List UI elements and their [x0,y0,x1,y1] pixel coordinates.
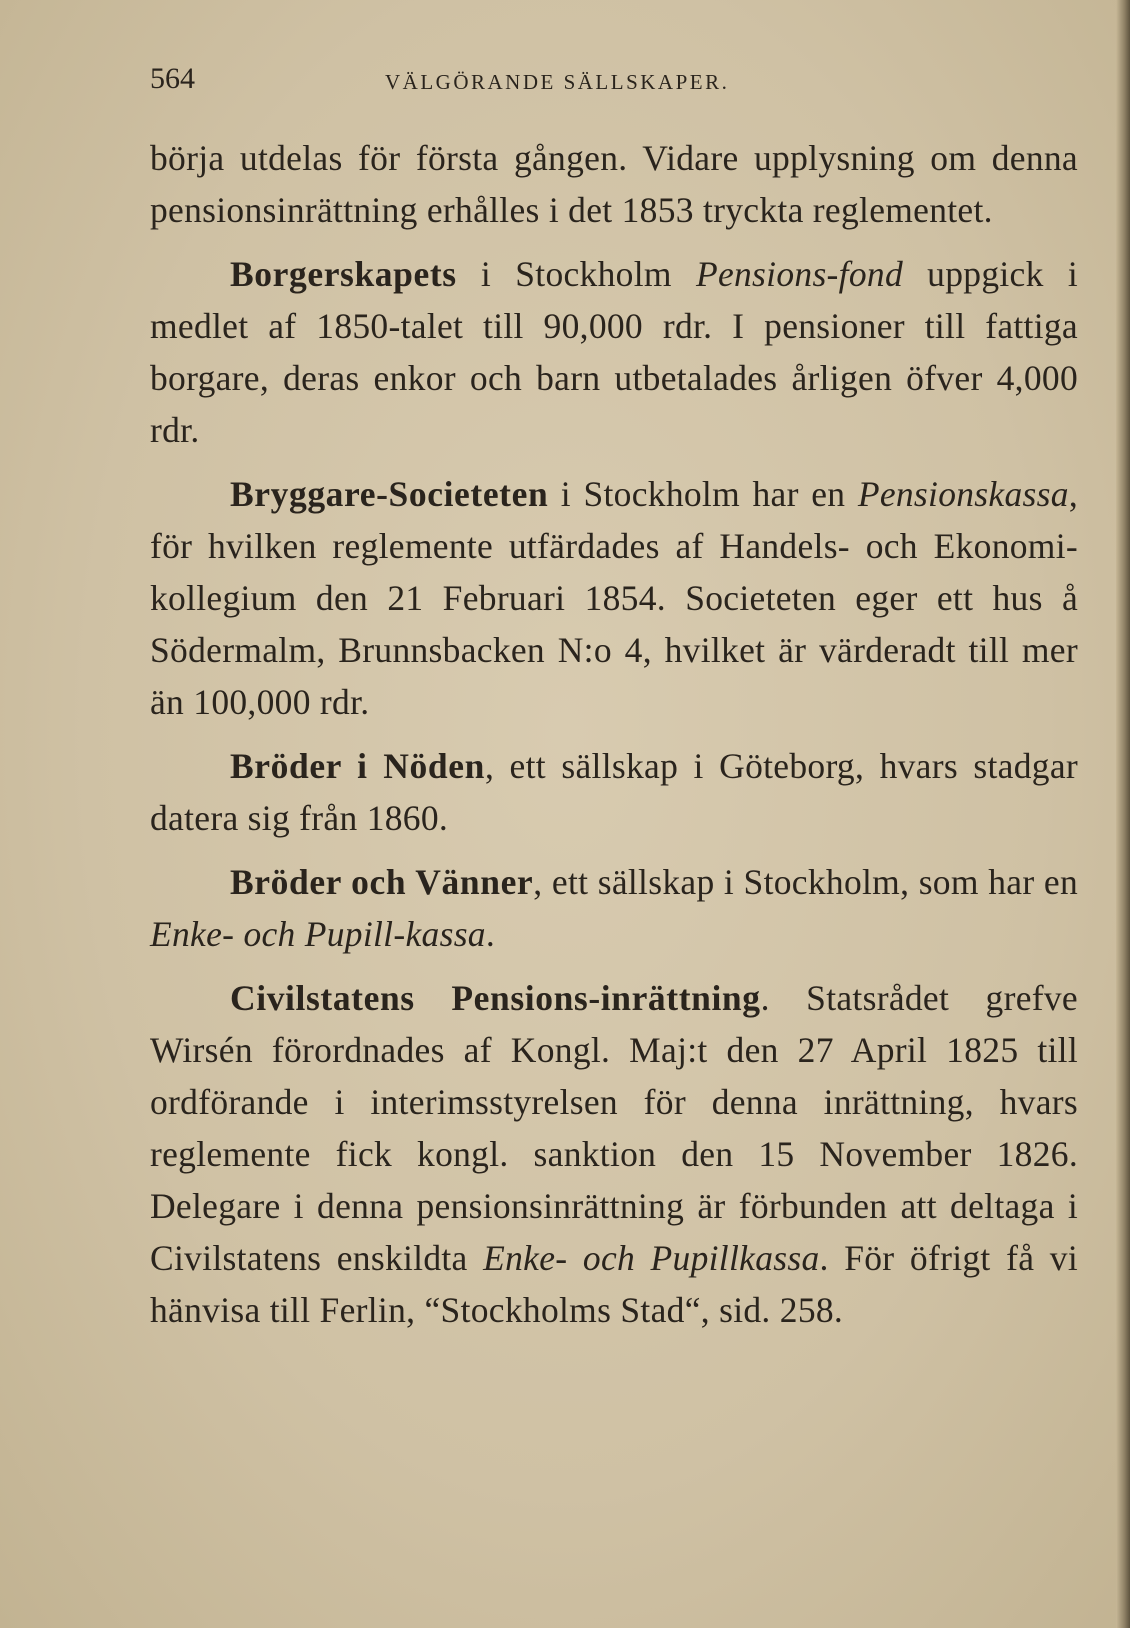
paragraph-text: , ett sällskap i Stockholm, som har en [533,862,1078,902]
italic-term: Pensionskassa [857,474,1069,514]
italic-term: Enke- och Pupill-kassa [150,914,486,954]
paragraph-broder-i-noden [150,740,1078,844]
paragraph-text: , för hvilken reglemente utfärdades af Handels- och Ekonomi-kollegium den 21 Februari 1854. Societeten eger ett hus å Södermalm, Brunnsbacken N:o 4, hvilket är värderadt till mer än 100,000 rdr. [150,474,1078,722]
paragraph-text: . För öfrigt få vi hänvisa till Ferlin, “Stockholms Stad“, sid. 258. [150,1238,1078,1330]
entry-heading: Borgerskapets [230,254,457,294]
paragraph-text: i Stockholm [456,254,696,294]
paragraph-text: i Stockholm har en [548,474,858,514]
paragraph-text: uppgick i medlet af 1850-talet till 90,000 rdr. I pensioner till fattiga borgare, deras enkor och barn utbetalades årligen öfver 4,000 rdr. [150,254,1079,450]
paragraph-text: börja utdelas för första gången. Vidare upplysning om denna pensionsinrättning erhålles i det 1853 tryckta reglementet. [150,138,1078,230]
paragraph-broder-och-vanner [150,856,1078,960]
entry-heading: Bröder och Vänner [230,862,534,902]
running-head: VÄLGÖRANDE SÄLLSKAPER. [385,70,730,94]
page-header [150,62,1072,102]
paragraph-continuation [150,132,1078,236]
entry-heading: Bryggare-Societeten [230,474,549,514]
page-edge-shadow [1116,0,1130,1628]
entry-heading: Civilstatens Pensions-inrättning [230,978,761,1018]
paragraph-bryggare-societeten [150,468,1078,728]
paragraph-text: . [485,914,496,954]
italic-term: Enke- och Pupillkassa [483,1238,820,1278]
paragraph-text: . Statsrådet grefve Wirsén förordnades af Kongl. Maj:t den 27 April 1825 till ordförande i interimsstyrelsen för denna inrättning, hvars reglemente fick kongl. sanktion den 15 November 1826. Delegare i denna pensionsinrättning är förbunden att deltaga i Civilstatens enskildta [150,978,1078,1278]
page-number: 564 [150,62,195,95]
paragraph-civilstatens [150,972,1078,1336]
entry-heading: Bröder i Nöden [230,746,485,786]
body-text [150,132,1078,1348]
paragraph-text: , ett sällskap i Göteborg, hvars stadgar datera sig från 1860. [150,746,1078,838]
italic-term: Pensions-fond [695,254,903,294]
paragraph-borgerskapets [150,248,1078,456]
